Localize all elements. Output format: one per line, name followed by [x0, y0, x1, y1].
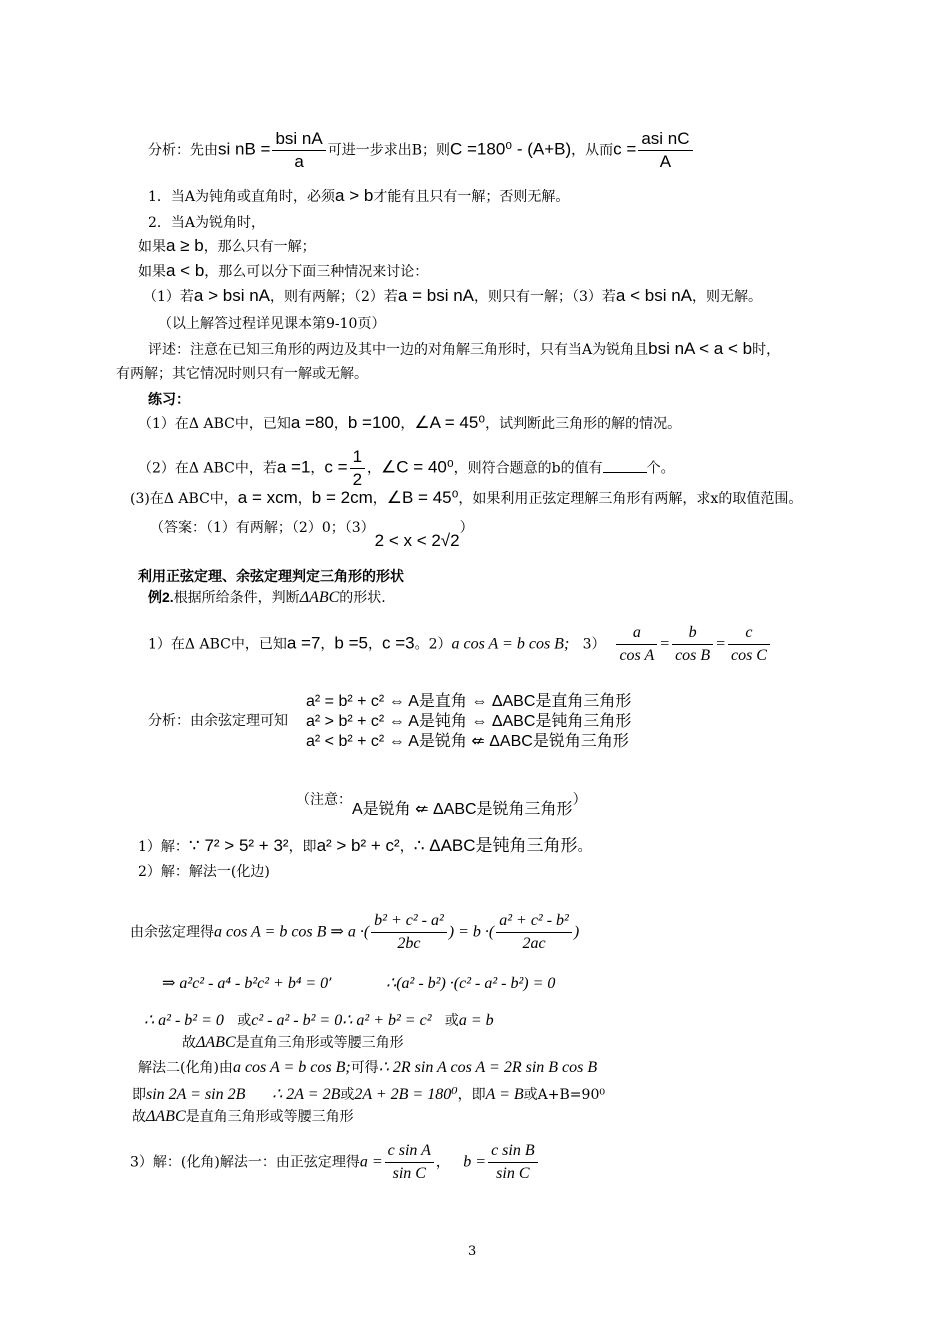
answer-blank	[603, 458, 647, 473]
method-2b-line: 即sin 2A = sin 2B ∴ 2A = 2B或2A + 2B = 180⁰，即A = B或A+B=90⁰	[132, 1086, 605, 1103]
analysis-2-line-3: a² < b² + c² ⇔ A是锐角 ⇍ ΔABC是锐角三角形	[306, 733, 629, 750]
page-number: 3	[468, 1244, 477, 1259]
fraction-one-half: $\frac{1}{2}$	[350, 446, 365, 491]
conclusion-1: 故ΔABC是直角三角形或等腰三角形	[182, 1034, 404, 1051]
analysis-2-line-2: a² > b² + c² ⇔ A是钝角 ⇔ ΔABC是钝角三角形	[306, 713, 632, 730]
fraction-a-sine: $\frac{\text{c sin A}}{\text{sin C}}$	[385, 1140, 434, 1185]
analysis-2-prefix: 分析：由余弦定理可知	[148, 713, 288, 729]
practice-title: 练习：	[148, 391, 190, 407]
case-2c-line: （1）若a > bsi nA，则有两解；（2）若a = bsi nA，则只有一解；（3）若a < bsi nA，则无解。	[143, 286, 762, 305]
textbook-note: （以上解答过程详见课本第9-10页）	[158, 316, 386, 332]
review-line-1: 评述：注意在已知三角形的两边及其中一边的对角解三角形时，只有当A为锐角且bsi nA < a < b时，	[148, 339, 781, 358]
case-2a-line: 如果a ≥ b，那么只有一解；	[138, 236, 316, 255]
step-2-line: ∴ a² - b² = 0 或c² - a² - b² = 0∴ a² + b² = c² 或a = b	[144, 1012, 494, 1029]
fraction-a-over-cosA: $\frac{a}{\text{cos A}}$	[616, 622, 657, 667]
example-2-title: 例2.根据所给条件，判断ΔABC的形状.	[148, 589, 386, 606]
section-title: 利用正弦定理、余弦定理判定三角形的形状	[138, 568, 404, 584]
fraction-cosB: $\frac{\text{a² + c² - b²}}{2ac}$	[496, 910, 572, 955]
solution-3: 3）解：(化角)解法一：由正弦定理得a = $\frac{\text{c sin A}}{\text{sin C}}$ ， b = $\frac{\text{c sin B}}{\text{sin C}}$	[130, 1140, 540, 1185]
review-line-2: 有两解；其它情况时则只有一解或无解。	[116, 366, 368, 382]
analysis-2-line-1: a² = b² + c² ⇔ A是直角 ⇔ ΔABC是直角三角形	[306, 693, 632, 710]
fraction-c-over-cosC: $\frac{c}{\text{cos C}}$	[728, 622, 770, 667]
case-1-line: 1．当A为钝角或直角时，必须a > b才能有且只有一解；否则无解。	[148, 186, 570, 205]
step-1-line: ⇒ a²c² - a⁴ - b²c² + b⁴ = 0’ ∴(a² - b²) ·(c² - a² - b²) = 0	[162, 975, 556, 992]
practice-2: （2）在Δ ABC中，若a =1，c = $\frac{1}{2}$ ，∠C = 40⁰，则符合题意的b的值有 个。	[138, 447, 675, 489]
case-2b-line: 如果a < b，那么可以分下面三种情况来讨论：	[138, 261, 429, 280]
method-2-line: 解法二(化角)由a cos A = b cos B;可得∴ 2R sin A cos A = 2R sin B cos B	[138, 1059, 598, 1076]
answer-line: （答案：（1）有两解；（2）0；（3）2 < x < 2√2）	[150, 520, 474, 550]
solution-1: 1）解：∵ 7² > 5² + 3²，即a² > b² + c²，∴ ΔABC是钝角三角形。	[138, 836, 592, 855]
fraction-sinB: $\frac{\text{bsi nA}}{a}$	[272, 128, 325, 173]
fraction-b-sine: $\frac{\text{c sin B}}{\text{sin C}}$	[488, 1140, 538, 1185]
cosine-rule-line: 由余弦定理得a cos A = b cos B ⇒ a ·( $\frac{\text{b² + c² - a²}}{2bc}$ ) = b ·( $\frac{\text{a² + c² - b²}}{2ac}$ )	[130, 910, 579, 955]
practice-3: (3)在Δ ABC中，a = xcm，b = 2cm，∠B = 45⁰，如果利用正弦定理解三角形有两解，求x的取值范围。	[130, 488, 803, 507]
fraction-cosA: $\frac{\text{b² + c² - a²}}{2bc}$	[371, 910, 447, 955]
fraction-b-over-cosB: $\frac{b}{\text{cos B}}$	[672, 622, 713, 667]
example-2-items: 1）在Δ ABC中，已知a =7，b =5，c =3。2）a cos A = b cos B; 3） $\frac{a}{\text{cos A}}$ = $\frac{b}{\text{cos B}}$ = $\frac{c}{\text{cos C}}$	[148, 622, 772, 667]
practice-1: （1）在Δ ABC中，已知a =80，b =100，∠A = 45⁰，试判断此三角形的解的情况。	[138, 413, 682, 432]
fraction-c: $\frac{\text{asi nC}}{A}$	[638, 128, 692, 173]
case-2-line: 2．当A为锐角时，	[148, 215, 266, 231]
solution-2-title: 2）解：解法一(化边)	[138, 864, 270, 880]
conclusion-2: 故ΔABC是直角三角形或等腰三角形	[132, 1108, 354, 1125]
analysis-line-1: 分析：先由si nB = $\frac{\text{bsi nA}}{a}$ 可进一步求出B；则C =180⁰ - (A+B)，从而c = $\frac{\text{asi nC}}{A}$	[148, 128, 695, 173]
note-2: （注意：A是锐角 ⇍ ΔABC是锐角三角形）	[296, 792, 587, 818]
